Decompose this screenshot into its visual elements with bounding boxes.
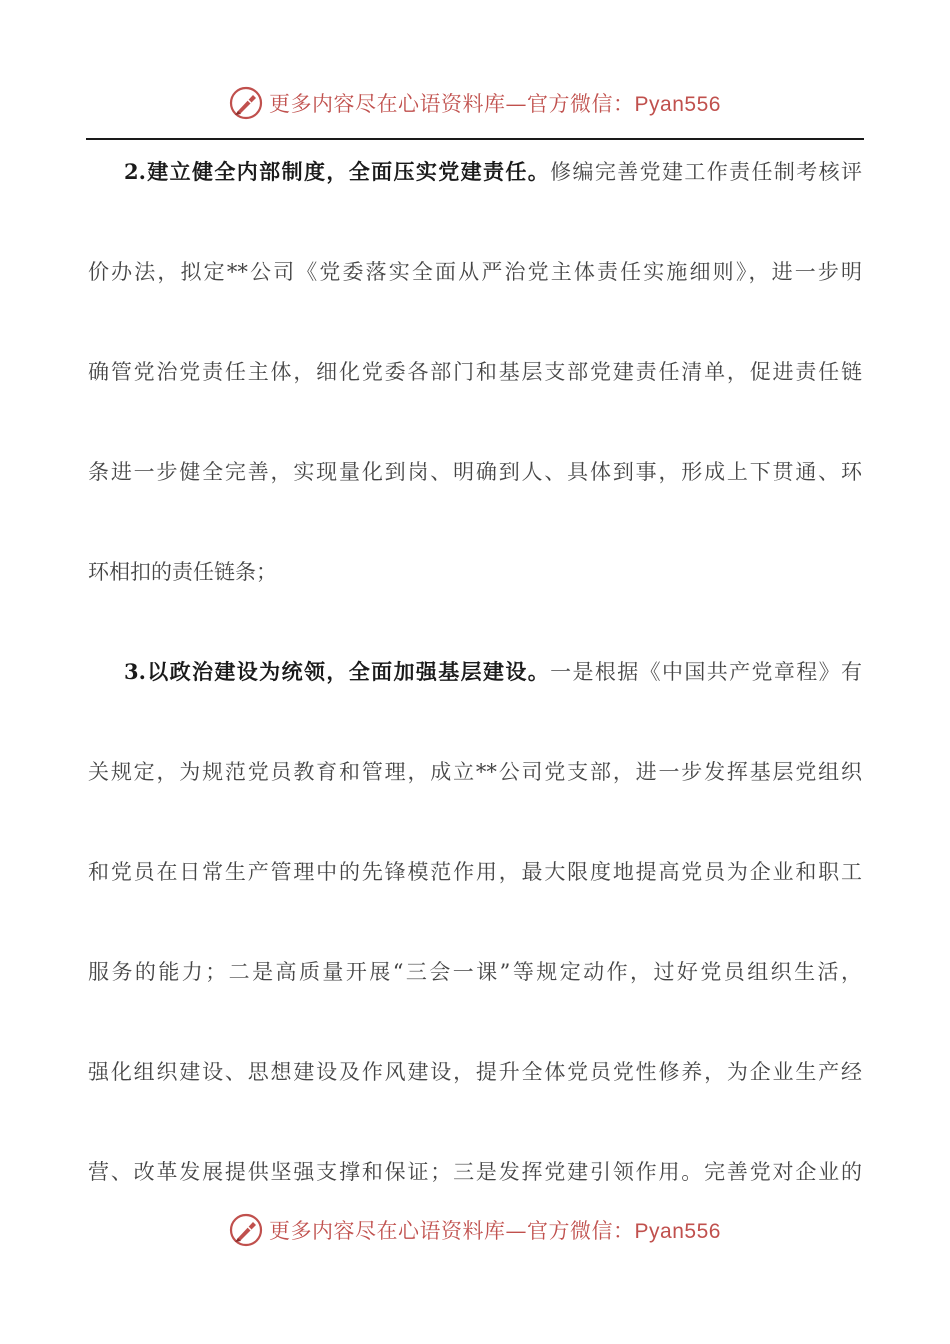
section-heading: 3.以政治建设为统领，全面加强基层建设。 [124,659,551,684]
paragraph-line: 价办法，拟定**公司《党委落实全面从严治党主体责任实施细则》，进一步明 [88,260,862,284]
footer-banner-text: 更多内容尽在心语资料库—官方微信：Pyan556 [269,1219,721,1243]
paragraph-line: 和党员在日常生产管理中的先锋模范作用，最大限度地提高党员为企业和职工 [88,860,862,884]
paragraph-line: 关规定，为规范党员教育和管理，成立**公司党支部，进一步发挥基层党组织 [88,760,862,784]
section-heading: 2.建立健全内部制度，全面压实党建责任。 [124,159,551,184]
quill-pen-logo-icon [229,1213,263,1247]
paragraph-line: 营、改革发展提供坚强支撑和保证；三是发挥党建引领作用。完善党对企业的 [88,1160,862,1184]
paragraph-line: 3.以政治建设为统领，全面加强基层建设。一是根据《中国共产党章程》有 [124,659,862,684]
paragraph-line: 服务的能力；二是高质量开展“三会一课”等规定动作，过好党员组织生活， [88,960,862,984]
footer-wechat-id: Pyan556 [634,1220,721,1243]
paragraph-line: 确管党治党责任主体，细化党委各部门和基层支部党建责任清单，促进责任链 [88,360,862,384]
header-banner-text: 更多内容尽在心语资料库—官方微信：Pyan556 [269,92,721,116]
header-divider [86,138,864,140]
paragraph-line: 2.建立健全内部制度，全面压实党建责任。修编完善党建工作责任制考核评 [124,159,862,184]
paragraph-line: 强化组织建设、思想建设及作风建设，提升全体党员党性修养，为企业生产经 [88,1060,862,1084]
document-body [88,146,862,1246]
paragraph-line: 环相扣的责任链条； [88,560,277,584]
paragraph-line: 条进一步健全完善，实现量化到岗、明确到人、具体到事，形成上下贯通、环 [88,460,862,484]
header-wechat-id: Pyan556 [634,93,721,116]
header-banner [0,81,950,125]
footer-banner [0,1208,950,1252]
quill-pen-logo-icon [229,86,263,120]
